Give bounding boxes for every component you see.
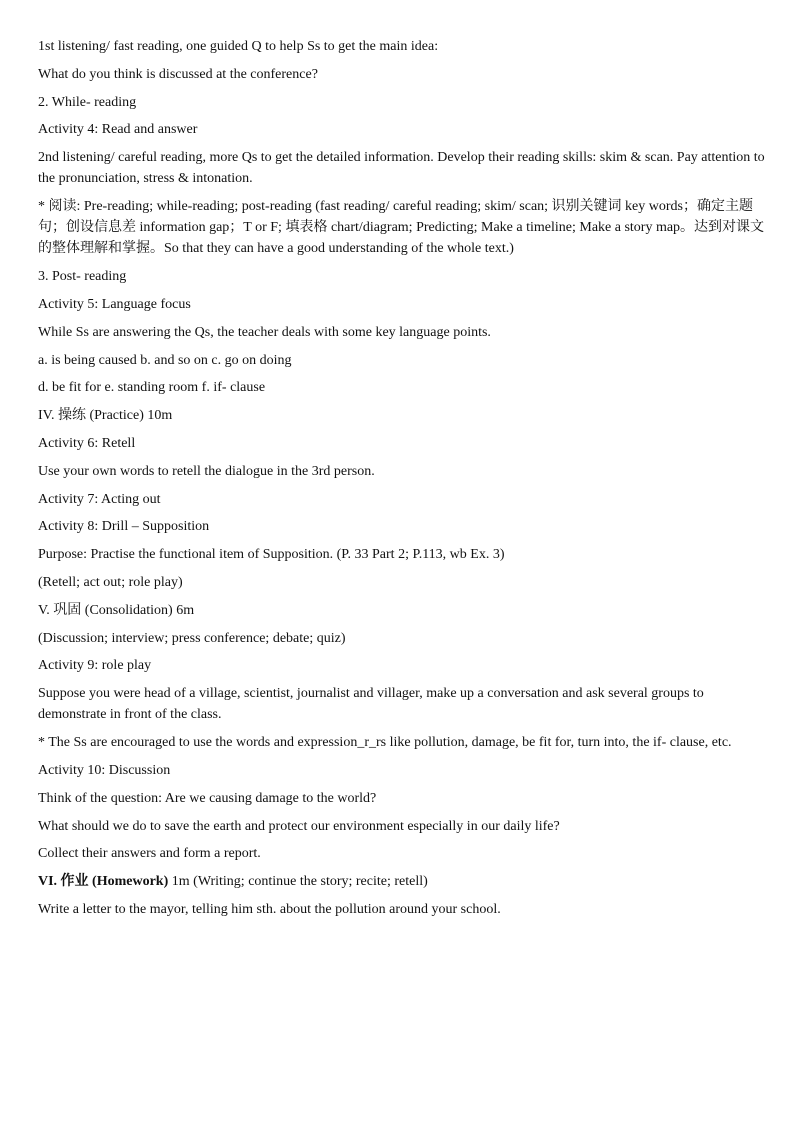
paragraph-fast-reading: 1st listening/ fast reading, one guided Q to help Ss to get the main idea:: [38, 39, 439, 54]
language-points-list-2: d. be fit for e. standing room f. if- clause: [38, 380, 266, 396]
activity-10-title: Activity 10: Discussion: [38, 762, 171, 778]
paragraph-role-play: Suppose you were head of a village, scientist, journalist and villager, make up a conversation and ask several groups to demonstrate in front of the class.: [38, 686, 704, 723]
paragraph-purpose: Purpose: Practise the functional item of Supposition. (P. 33 Part 2; P.113, wb Ex. 3): [38, 547, 505, 563]
activity-4-title: Activity 4: Read and answer: [38, 122, 198, 138]
document-body: [38, 36, 766, 927]
heading-while-reading: 2. While- reading: [38, 94, 137, 110]
paragraph-collect-answers: Collect their answers and form a report.: [38, 846, 261, 862]
homework-label: VI. 作业 (Homework): [38, 874, 169, 890]
language-points-list-1: a. is being caused b. and so on c. go on doing: [38, 352, 292, 368]
heading-post-reading: 3. Post- reading: [38, 269, 127, 285]
paragraph-consolidation-types: (Discussion; interview; press conference; debate; quiz): [38, 630, 346, 646]
homework-detail: 1m (Writing; continue the story; recite; retell): [168, 874, 428, 890]
paragraph-retell: Use your own words to retell the dialogue in the 3rd person.: [38, 463, 375, 479]
heading-practice: IV. 操练 (Practice) 10m: [38, 408, 173, 424]
paragraph-encouraged-words: * The Ss are encouraged to use the words and expression_r_rs like pollution, damage, be fit for, turn into, the if- clause, etc.: [38, 735, 732, 751]
paragraph-guided-question: What do you think is discussed at the conference?: [38, 66, 318, 82]
paragraph-careful-reading: 2nd listening/ careful reading, more Qs to get the detailed information. Develop their reading skills: skim & scan. Pay attention to the pronunciation, stress & intonation.: [38, 150, 765, 187]
activity-7-title: Activity 7: Acting out: [38, 491, 161, 507]
paragraph-practice-types: (Retell; act out; role play): [38, 574, 183, 590]
heading-consolidation: V. 巩固 (Consolidation) 6m: [38, 602, 195, 618]
paragraph-save-earth: What should we do to save the earth and protect our environment especially in our daily life?: [38, 818, 560, 834]
paragraph-write-letter: Write a letter to the mayor, telling him sth. about the pollution around your school.: [38, 901, 501, 917]
paragraph-reading-note: * 阅读: Pre-reading; while-reading; post-reading (fast reading/ careful reading; skim/ scan; 识别关键词 key words；确定主题句；创设信息差 information gap；T or F; 填表格 chart/diagram; Predicting; Make a timeline; Make a story map。达到对课文的整体理解和掌握。So that they can have a good understanding of the whole text.): [38, 199, 765, 257]
activity-6-title: Activity 6: Retell: [38, 435, 136, 451]
heading-homework: [38, 871, 766, 892]
activity-8-title: Activity 8: Drill – Supposition: [38, 519, 210, 535]
paragraph-language-points: While Ss are answering the Qs, the teacher deals with some key language points.: [38, 324, 491, 340]
activity-9-title: Activity 9: role play: [38, 658, 152, 674]
activity-5-title: Activity 5: Language focus: [38, 296, 191, 312]
paragraph-discussion-question: Think of the question: Are we causing damage to the world?: [38, 790, 377, 806]
